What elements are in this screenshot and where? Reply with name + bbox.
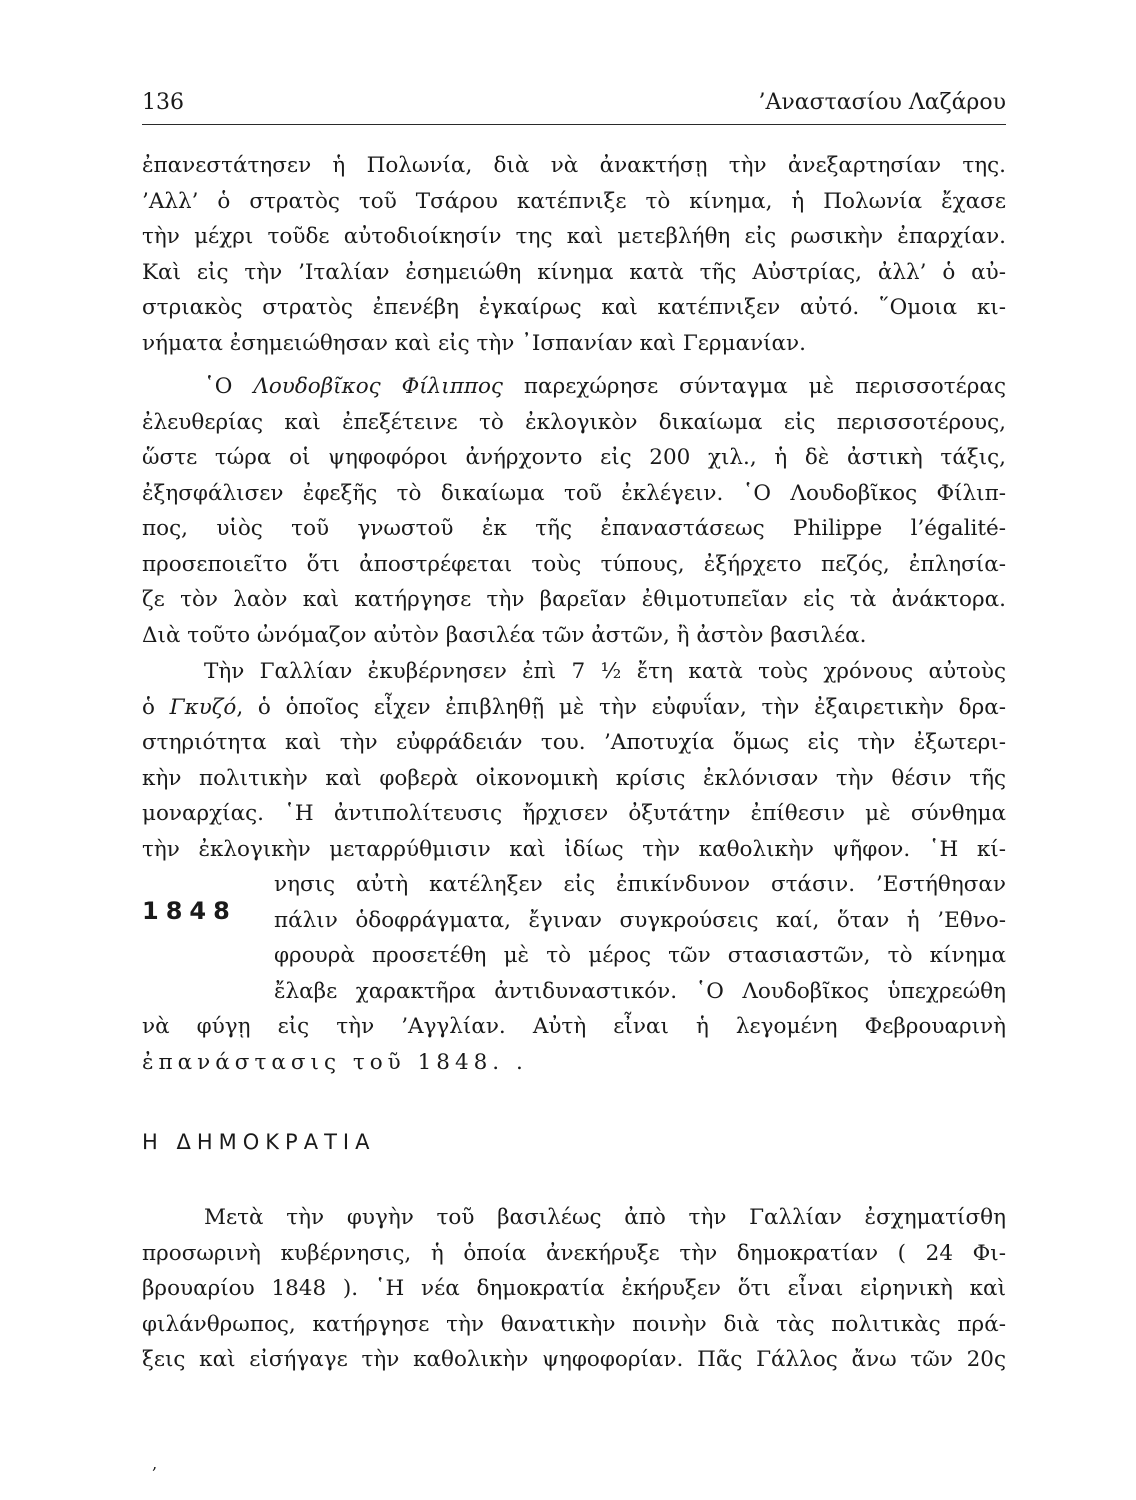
text-line: προσωρινὴ κυβέρνησις, ἡ ὁποία ἀνεκήρυξε τὴν δημοκρατίαν ( 24 Φι-: [142, 1240, 1006, 1266]
paragraph-2: [142, 369, 1006, 653]
paragraph-1: [142, 148, 1006, 361]
text-line: ἐξησφάλισεν ἐφεξῆς τὸ δικαίωμα τοῦ ἐκλέγειν. ῾Ο Λουδοβῖκος Φίλιπ-: [142, 480, 1006, 506]
text-line: στριακὸς στρατὸς ἐπενέβη ἐγκαίρως καὶ κατέπνιξεν αὐτό. ῞Ομοια κι-: [142, 295, 1006, 320]
text-line-indented: φρουρὰ προσετέθη μὲ τὸ μέρος τῶν στασιαστῶν, τὸ κίνημα: [274, 943, 1006, 968]
text-line: [142, 369, 1006, 405]
text-line-indented: ἔλαβε χαρακτῆρα ἀντιδυναστικόν. ῾Ο Λουδοβῖκος ὑπεχρεώθη: [274, 978, 1006, 1004]
text-line: Διὰ τοῦτο ὠνόμαζον αὐτὸν βασιλέα τῶν ἀστῶν, ἢ ἀστὸν βασιλέα.: [142, 622, 867, 648]
text-fragment: παρεχώρησε σύνταγμα μὲ περισσοτέρας: [502, 374, 1006, 399]
text-line: Καὶ εἰς τὴν ’Ιταλίαν ἐσημειώθη κίνημα κατὰ τῆς Αὐστρίας, ἀλλ’ ὁ αὐ-: [142, 259, 1006, 285]
text-line: βρουαρίου 1848 ). ῾Η νέα δημοκρατία ἐκήρυξεν ὅτι εἶναι εἰρηνικὴ καὶ: [142, 1276, 1006, 1301]
text-line: ἐλευθερίας καὶ ἐπεξέτεινε τὸ ἐκλογικὸν δικαίωμα εἰς περισσοτέρους,: [142, 409, 1006, 435]
text-fragment: , ὁ ὁποῖος εἶχεν ἐπιβληθῇ μὲ τὴν εὐφυΐαν, τὴν ἐξαιρετικὴν δρα-: [236, 694, 1006, 720]
text-line: ὥστε τώρα οἱ ψηφοφόροι ἀνήρχοντο εἰς 200 χιλ., ἡ δὲ ἀστικὴ τάξις,: [142, 445, 1006, 470]
text-line: μοναρχίας. ῾Η ἀντιπολίτευσις ἤρχισεν ὀξυτάτην ἐπίθεσιν μὲ σύνθημα: [142, 801, 1006, 826]
text-line-indented: πάλιν ὁδοφράγματα, ἔγιναν συγκρούσεις καί, ὅταν ἡ ’Εθνο-: [274, 907, 1006, 933]
text-line: ’Αλλ’ ὁ στρατὸς τοῦ Τσάρου κατέπνιξε τὸ κίνημα, ἡ Πολωνία ἔχασε: [142, 188, 1006, 214]
text-line: ἐπανεστάτησεν ἡ Πολωνία, διὰ νὰ ἀνακτήσῃ τὴν ἀνεξαρτησίαν της.: [142, 153, 1006, 178]
running-head-author: ’Αναστασίου Λαζάρου: [758, 90, 1006, 115]
paragraph-3: [142, 654, 1006, 1080]
text-line: νὰ φύγῃ εἰς τὴν ’Αγγλίαν. Αὐτὴ εἶναι ἡ λεγομένη Φεβρουαρινὴ: [142, 1014, 1006, 1039]
text-line: τὴν μέχρι τοῦδε αὐτοδιοίκησίν της καὶ μετεβλήθη εἰς ρωσικὴν ἐπαρχίαν.: [142, 224, 1006, 249]
section-heading: Η ΔΗΜΟΚΡΑΤΙΑ: [142, 1130, 376, 1154]
paragraph-4: [142, 1200, 1006, 1378]
italic-name-louis-philippe: Λουδοβῖκος Φίλιππος: [253, 374, 503, 399]
page-number: 136: [142, 90, 184, 115]
text-line: στηριότητα καὶ τὴν εὐφράδειάν του. ’Αποτυχία ὅμως εἰς τὴν ἐξωτερι-: [142, 730, 1006, 755]
text-line: προσεποιεῖτο ὅτι ἀποστρέφεται τοὺς τύπους, ἐξήρχετο πεζός, ἐπλησία-: [142, 551, 1006, 577]
text-line-indented: νησις αὐτὴ κατέληξεν εἰς ἐπικίνδυνον στάσιν. ’Εστήθησαν: [274, 872, 1006, 897]
text-line: Μετὰ τὴν φυγὴν τοῦ βασιλέως ἀπὸ τὴν Γαλλίαν ἐσχηματίσθη: [204, 1205, 1006, 1230]
text-line: ζε τὸν λαὸν καὶ κατήργησε τὴν βαρεῖαν ἐθιμοτυπεῖαν εἰς τὰ ἀνάκτορα.: [142, 587, 1006, 612]
italic-name-guizot: Γκυζό: [169, 694, 237, 720]
text-line: φιλάνθρωπος, κατήργησε τὴν θανατικὴν ποινὴν διὰ τὰς πολιτικὰς πρά-: [142, 1311, 1006, 1337]
page-header: [142, 86, 1006, 118]
text-line: ἐπανάστασις τοῦ 1848. .: [142, 1049, 528, 1075]
text-fragment: ὁ: [142, 694, 170, 720]
text-line: τὴν ἐκλογικὴν μεταρρύθμισιν καὶ ἰδίως τὴν καθολικὴν ψῆφον. ῾Η κί-: [142, 836, 1006, 862]
stray-ink-mark: ‚: [152, 1454, 158, 1473]
text-line: κὴν πολιτικὴν καὶ φοβερὰ οἰκονομικὴ κρίσις ἐκλόνισαν τὴν θέσιν τῆς: [142, 765, 1006, 791]
text-line: πος, υἱὸς τοῦ γνωστοῦ ἐκ τῆς ἐπαναστάσεως Philippe l’égalité-: [142, 516, 1006, 541]
margin-year-label: 1848: [142, 897, 237, 925]
header-rule: [142, 124, 1006, 125]
text-line: ξεις καὶ εἰσήγαγε τὴν καθολικὴν ψηφοφορίαν. Πᾶς Γάλλος ἄνω τῶν 20ς: [142, 1347, 1006, 1372]
text-line: νήματα ἐσημειώθησαν καὶ εἰς τὴν ᾽Ισπανίαν καὶ Γερμανίαν.: [142, 330, 806, 356]
text-line: [142, 690, 1006, 726]
text-line: Τὴν Γαλλίαν ἐκυβέρνησεν ἐπὶ 7 ½ ἔτη κατὰ τοὺς χρόνους αὐτοὺς: [204, 659, 1006, 684]
text-fragment: ῾Ο: [204, 374, 254, 399]
